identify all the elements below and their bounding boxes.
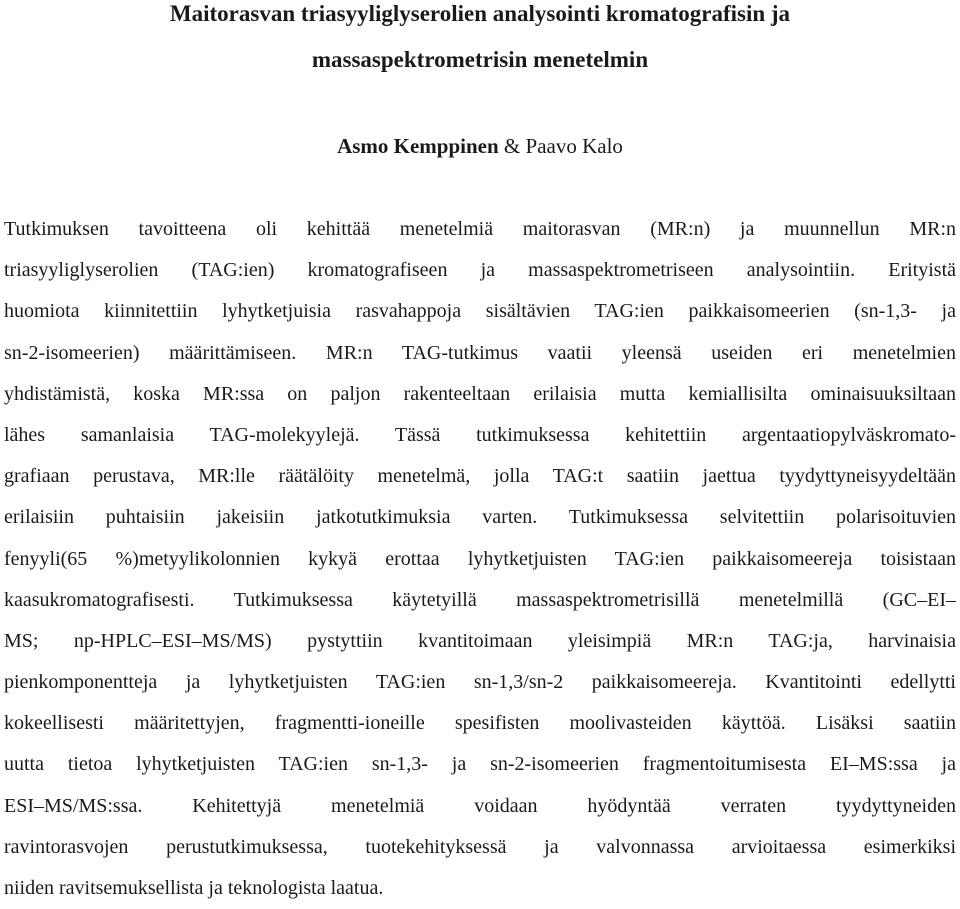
- title-line-1: Maitorasvan triasyyliglyserolien analysointi kromatografisin ja: [169, 1, 791, 26]
- abstract-line: ESI–MS/MS:ssa. Kehitettyjä menetelmiä voidaan hyödyntää verraten tyydyttyneiden: [4, 794, 956, 817]
- abstract-line: MS; np-HPLC–ESI–MS/MS) pystyttiin kvantitoimaan yleisimpiä MR:n TAG:ja, harvinaisia: [4, 629, 956, 652]
- author-secondary: Paavo Kalo: [525, 134, 623, 158]
- abstract-line: Tutkimuksen tavoitteena oli kehittää menetelmiä maitorasvan (MR:n) ja muunnellun MR:n: [4, 218, 956, 240]
- abstract-paragraph: [4, 209, 956, 909]
- abstract-line: kokeellisesti määritettyjen, fragmentti-ioneille spesifisten moolivasteiden käyttöä. Lisäksi saatiin: [4, 712, 956, 735]
- abstract-line: erilaisiin puhtaisiin jakeisiin jatkotutkimuksia varten. Tutkimuksessa selvitettiin polarisoituvien: [4, 506, 956, 529]
- abstract-line: huomiota kiinnitettiin lyhytketjuisia rasvahappoja sisältävien TAG:ien paikkaisomeerien (sn-1,3- ja: [4, 300, 956, 323]
- abstract-line: triasyyliglyserolien (TAG:ien) kromatografiseen ja massaspektrometriseen analysointiin. Erityistä: [4, 259, 956, 282]
- abstract-line: kaasukromatografisesti. Tutkimuksessa käytetyillä massaspektrometrisillä menetelmillä (GC–EI–: [4, 588, 956, 611]
- author-separator: &: [498, 134, 526, 158]
- abstract-line: niiden ravitsemuksellista ja teknologista laatua.: [4, 877, 384, 899]
- abstract-line: yhdistämistä, koska MR:ssa on paljon rakenteeltaan erilaisia mutta kemiallisilta ominaisuuksiltaan: [4, 382, 956, 405]
- abstract-line: ravintorasvojen perustutkimuksessa, tuotekehityksessä ja valvonnassa arvioitaessa esimerkiksi: [4, 835, 956, 858]
- authors: [0, 132, 960, 160]
- abstract-line: grafiaan perustava, MR:lle räätälöity menetelmä, jolla TAG:t saatiin jaettua tyydyttyneisyydeltään: [4, 465, 956, 488]
- author-primary: Asmo Kemppinen: [337, 134, 499, 158]
- abstract-line: fenyyli(65 %)metyylikolonnien kykyä erottaa lyhytketjuisten TAG:ien paikkaisomeereja toisistaan: [4, 547, 956, 570]
- abstract-line: uutta tietoa lyhytketjuisten TAG:ien sn-1,3- ja sn-2-isomeerien fragmentoitumisesta EI–MS:ssa ja: [4, 753, 956, 776]
- abstract-line: lähes samanlaisia TAG-molekyylejä. Tässä tutkimuksessa kehitettiin argentaatiopylväskromato-: [4, 423, 956, 446]
- title-line-2: massaspektrometrisin menetelmin: [311, 47, 649, 72]
- abstract-line: sn-2-isomeerien) määrittämiseen. MR:n TAG-tutkimus vaatii yleensä useiden eri menetelmien: [4, 341, 956, 364]
- abstract-line: pienkomponentteja ja lyhytketjuisten TAG:ien sn-1,3/sn-2 paikkaisomeereja. Kvantitointi edellytti: [4, 671, 956, 694]
